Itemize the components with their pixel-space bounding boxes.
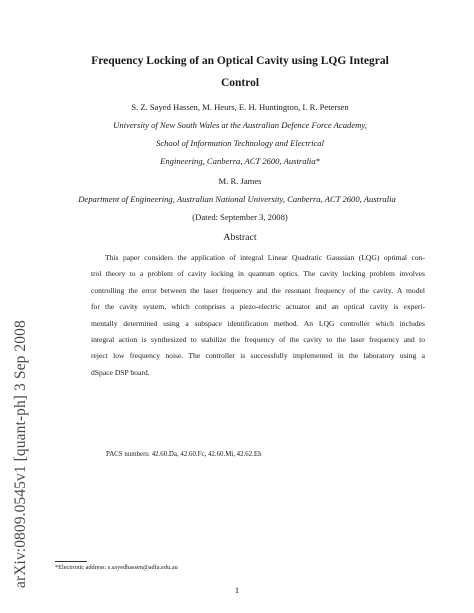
affiliation-line: Engineering, Canberra, ACT 2600, Australia*	[160, 156, 320, 166]
abstract-line: This paper considers the application of integral Linear Quadratic Gaussian (LQG) optimal con-	[105, 253, 425, 262]
author-secondary: M. R. James	[218, 176, 262, 186]
arxiv-stamp	[8, 148, 34, 588]
title-line: Frequency Locking of an Optical Cavity using LQG Integral	[91, 55, 389, 67]
pacs-numbers: PACS numbers: 42.60.Da, 42.60.Fc, 42.60.Mi, 42.62.Eh	[106, 451, 262, 458]
affiliation-line: University of New South Wales at the Australian Defence Force Academy,	[113, 120, 367, 130]
title-line: Control	[220, 77, 260, 89]
affiliation-secondary: Department of Engineering, Australian National University, Canberra, ACT 2600, Australia	[78, 194, 396, 204]
abstract-line: trol theory to a problem of cavity locking in quantum optics. The cavity locking problem involves	[91, 269, 425, 279]
affiliation-line: School of Information Technology and Electrical	[156, 138, 324, 148]
date-line: (Dated: September 3, 2008)	[192, 212, 288, 222]
abstract-body	[91, 250, 425, 381]
arxiv-stamp-text: arXiv:0809.0545v1 [quant-ph] 3 Sep 2008	[12, 320, 29, 588]
authors-primary: S. Z. Sayed Hassen, M. Heurs, E. H. Huntington, I. R. Petersen	[131, 102, 349, 112]
paper-title	[40, 50, 440, 94]
abstract-line: mentally determined using a subspace identification method. An LQG controller which includes	[91, 318, 425, 328]
page-number: 1	[234, 585, 240, 595]
affiliation-primary	[40, 116, 440, 170]
abstract-line: dSpace DSP board.	[91, 367, 150, 377]
abstract-line: integral action is synthesized to stabilize the frequency of the cavity to the laser frequency and to	[91, 335, 425, 345]
abstract-line: for the cavity system, which comprises a piezo-electric actuator and an optical cavity is experi-	[91, 302, 425, 312]
footnote: *Electronic address: s.sayedhassen@adfa.edu.au	[55, 564, 178, 571]
footnote-rule	[55, 561, 87, 562]
abstract-heading: Abstract	[223, 232, 257, 243]
abstract-line: reject low frequency noise. The controller is successfully implemented in the laboratory using a	[91, 351, 425, 361]
abstract-line: controlling the error between the laser frequency and the resonant frequency of the cavity. A model	[91, 285, 425, 295]
